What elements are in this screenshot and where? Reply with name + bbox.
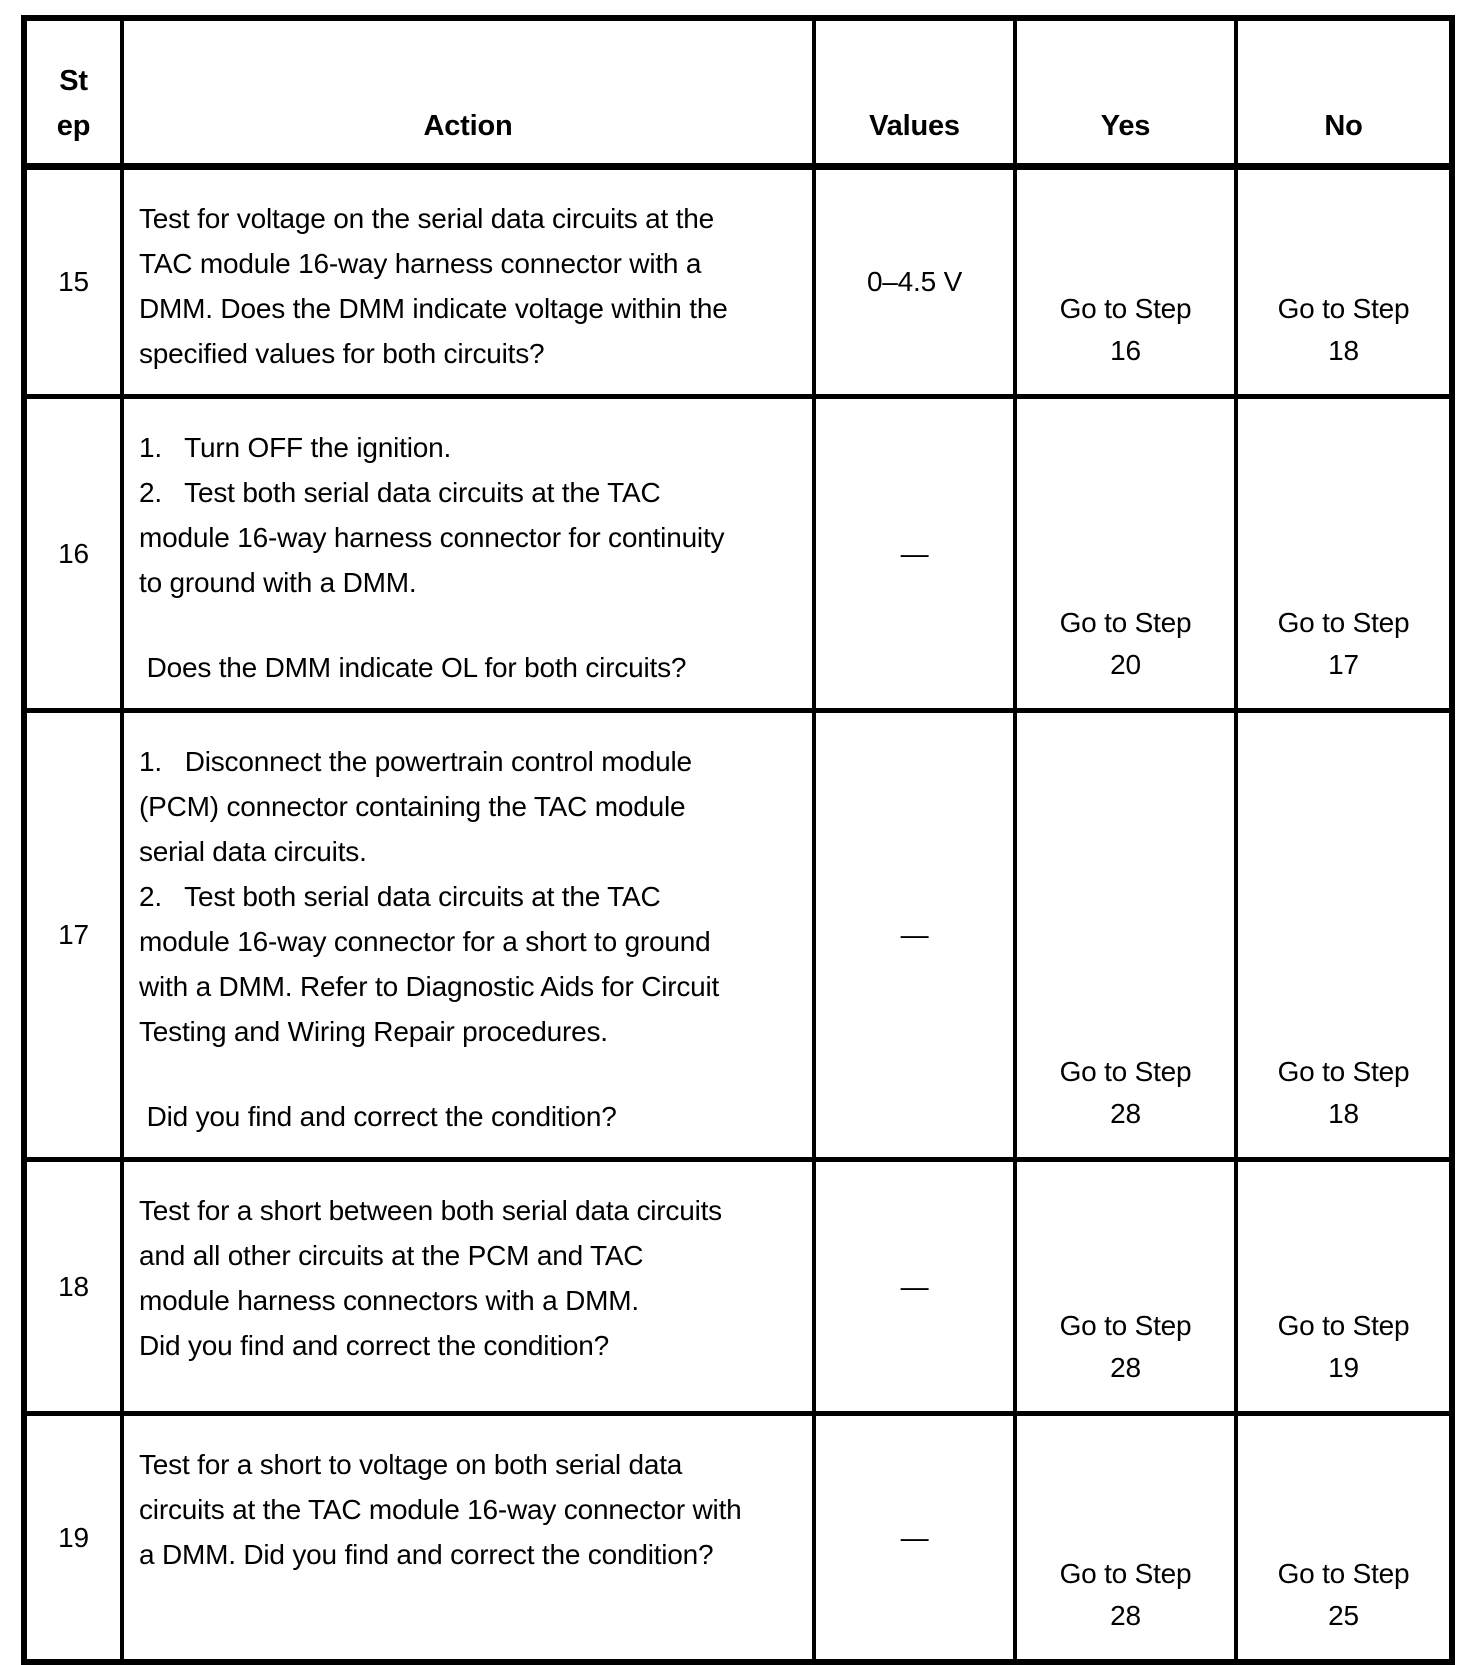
values-text: — — [900, 1270, 929, 1302]
step-18-action-cell — [122, 1159, 814, 1413]
action-line: specified values for both circuits? — [139, 337, 545, 369]
step-16-action-cell — [122, 396, 814, 710]
action-line: Test for a short to voltage on both serial data — [139, 1448, 683, 1480]
step-18-values-cell — [814, 1159, 1015, 1413]
goto-step-number: 19 — [1328, 1351, 1359, 1383]
action-line: and all other circuits at the PCM and TAC — [139, 1239, 644, 1271]
goto-step-number: 17 — [1328, 648, 1359, 680]
column-header-action: Action — [122, 18, 814, 166]
goto-step-number: 28 — [1110, 1097, 1141, 1129]
action-line: TAC module 16-way harness connector with a — [139, 247, 702, 279]
step-18-number-cell — [24, 1159, 122, 1413]
step-19-values-cell — [814, 1413, 1015, 1662]
step-19-yes-cell — [1015, 1413, 1236, 1662]
action-line: a DMM. Did you find and correct the condition? — [139, 1538, 714, 1570]
step-19-action-cell — [122, 1413, 814, 1662]
table-row-step-19 — [24, 1413, 1452, 1662]
header-step-line2: ep — [56, 109, 91, 142]
action-line: Test for voltage on the serial data circuits at the — [139, 202, 714, 234]
table-row-step-17 — [24, 710, 1452, 1159]
step-17-values-cell — [814, 710, 1015, 1159]
step-number: 17 — [58, 919, 89, 950]
values-text: — — [900, 537, 929, 569]
question-block — [139, 645, 804, 690]
action-line: Testing and Wiring Repair procedures. — [139, 1015, 608, 1047]
step-17-action-cell — [122, 710, 814, 1159]
goto-step-number: 20 — [1110, 648, 1141, 680]
step-17-number-cell — [24, 710, 122, 1159]
column-header-values: Values — [814, 18, 1015, 166]
step-15-action-cell — [122, 166, 814, 396]
table-row-step-15 — [24, 166, 1452, 396]
step-16-yes-cell — [1015, 396, 1236, 710]
action-line: module 16-way harness connector for continuity — [139, 521, 725, 553]
header-step-line1: St — [59, 64, 88, 97]
action-line: circuits at the TAC module 16-way connector with — [139, 1493, 742, 1525]
goto-step-text: Go to Step — [1277, 606, 1410, 638]
step-number: 18 — [58, 1270, 89, 1302]
step-15-values-cell — [814, 166, 1015, 396]
goto-step-text: Go to Step — [1277, 1055, 1410, 1087]
step-18-no-cell — [1236, 1159, 1452, 1413]
step-number: 16 — [58, 537, 89, 569]
goto-step-text: Go to Step — [1277, 1558, 1410, 1589]
table-row-step-16 — [24, 396, 1452, 710]
action-line: (PCM) connector containing the TAC module — [139, 790, 686, 822]
column-header-no: No — [1236, 18, 1452, 166]
values-text: — — [900, 1521, 929, 1553]
header-row — [24, 18, 1452, 166]
goto-step-text: Go to Step — [1059, 606, 1192, 638]
goto-step-number: 18 — [1328, 1097, 1359, 1129]
goto-step-number: 25 — [1328, 1600, 1359, 1631]
step-17-no-cell — [1236, 710, 1452, 1159]
goto-step-number: 16 — [1110, 334, 1141, 366]
step-17-yes-cell — [1015, 710, 1236, 1159]
step-16-number-cell — [24, 396, 122, 710]
column-header-step — [24, 18, 122, 166]
step-number: 19 — [58, 1521, 89, 1553]
step-19-no-cell — [1236, 1413, 1452, 1662]
step-18-yes-cell — [1015, 1159, 1236, 1413]
goto-step-text: Go to Step — [1059, 292, 1192, 324]
values-text: 0–4.5 V — [866, 266, 963, 297]
action-line: DMM. Does the DMM indicate voltage within the — [139, 292, 728, 324]
goto-step-text: Go to Step — [1277, 1309, 1410, 1341]
action-line: 1. Disconnect the powertrain control module — [139, 745, 692, 777]
step-15-no-cell — [1236, 166, 1452, 396]
action-line: to ground with a DMM. — [139, 566, 417, 598]
goto-step-number: 28 — [1110, 1351, 1141, 1383]
step-16-no-cell — [1236, 396, 1452, 710]
step-19-number-cell — [24, 1413, 122, 1662]
goto-step-text: Go to Step — [1059, 1055, 1192, 1087]
column-header-yes: Yes — [1015, 18, 1236, 166]
question-line: Does the DMM indicate OL for both circuits? — [139, 651, 687, 683]
question-line: Did you find and correct the condition? — [139, 1100, 617, 1132]
action-line: Did you find and correct the condition? — [139, 1329, 610, 1361]
goto-step-text: Go to Step — [1277, 292, 1410, 324]
table-row-step-18 — [24, 1159, 1452, 1413]
action-line: Test for a short between both serial data circuits — [139, 1194, 722, 1226]
goto-step-text: Go to Step — [1059, 1558, 1192, 1589]
step-15-yes-cell — [1015, 166, 1236, 396]
action-line: with a DMM. Refer to Diagnostic Aids for Circuit — [139, 970, 720, 1002]
action-line: 2. Test both serial data circuits at the TAC — [139, 476, 661, 508]
goto-step-number: 28 — [1110, 1600, 1141, 1631]
values-text: — — [900, 919, 929, 950]
step-16-values-cell — [814, 396, 1015, 710]
step-15-number-cell — [24, 166, 122, 396]
action-line: 1. Turn OFF the ignition. — [139, 431, 452, 463]
question-block — [139, 1094, 804, 1139]
action-line: module 16-way connector for a short to ground — [139, 925, 711, 957]
action-line: serial data circuits. — [139, 835, 367, 867]
action-line: module harness connectors with a DMM. — [139, 1284, 639, 1316]
diagnostic-steps-table — [21, 15, 1455, 1665]
goto-step-number: 18 — [1328, 334, 1359, 366]
action-line: 2. Test both serial data circuits at the TAC — [139, 880, 661, 912]
goto-step-text: Go to Step — [1059, 1309, 1192, 1341]
step-number: 15 — [58, 266, 89, 297]
